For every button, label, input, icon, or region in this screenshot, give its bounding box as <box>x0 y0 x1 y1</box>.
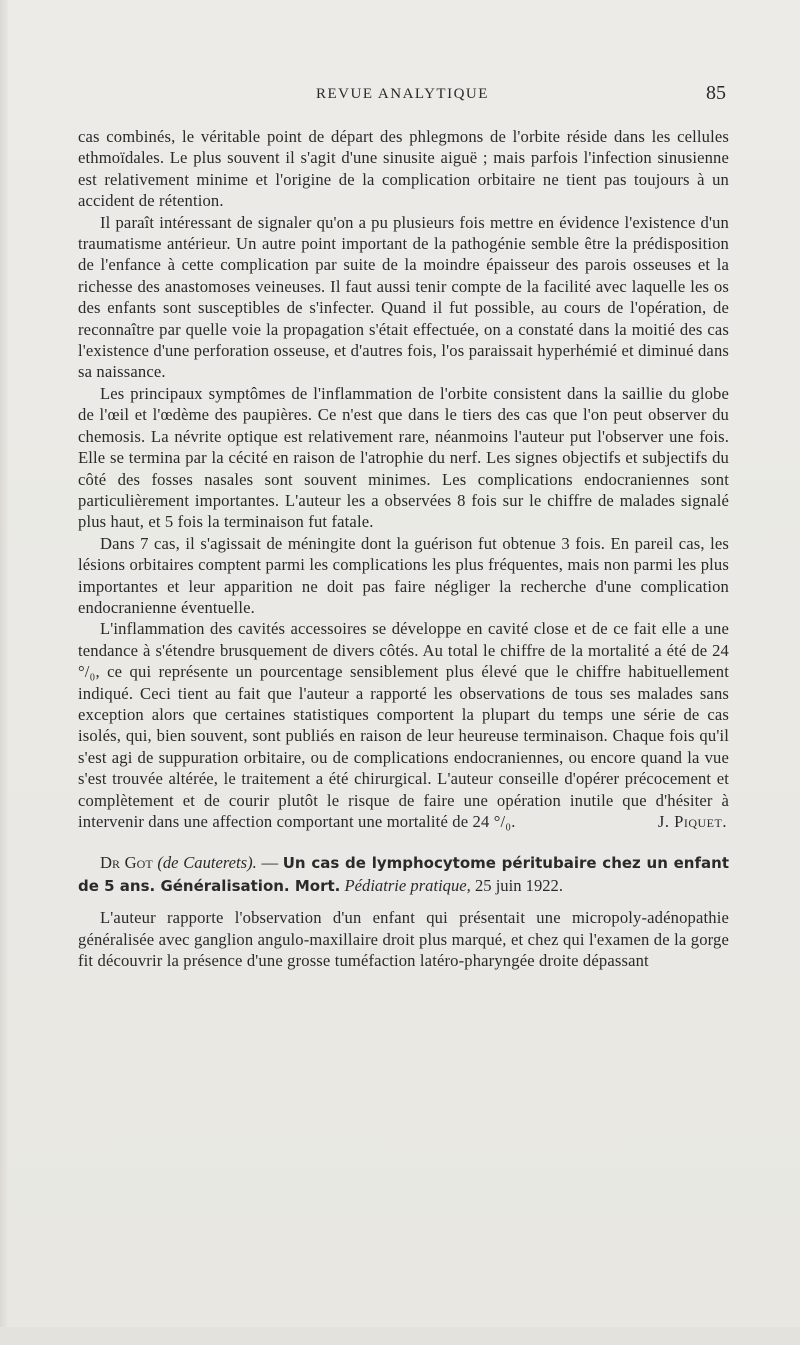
review-journal: Pédiatrie pratique, <box>344 875 471 895</box>
page-bottom-margin <box>0 1327 800 1345</box>
review-date: 25 juin 1922. <box>474 875 563 895</box>
review-author: Dr Got <box>100 853 153 873</box>
signature-name: J. Piquet. <box>657 812 727 832</box>
review-title: Un cas de lymphocytome péritubaire chez un enfant de 5 ans. Généralisation. Mort. <box>78 854 729 895</box>
paragraph-2: Il paraît intéressant de signaler qu'on a pu plusieurs fois mettre en évidence l'existence d'un traumatisme antérieur. Un autre point important de la pathogénie semble être la prédisposition de l'enfance à cette complication par suite de la moindre épaisseur des parois osseuses et la richesse des anastomoses veineuses. Il faut aussi tenir compte de la facilité avec laquelle les os des enfants sont susceptibles de s'infecter. Quand il fut possible, au cours de l'opération, de reconnaître par quelle voie la propagation s'était effectuée, on a constaté dans la moitié des cas l'existence d'une perforation osseuse, et d'autres fois, l'os paraissait hyperhémié et diminué dans sa naissance. <box>78 212 729 382</box>
article-body <box>78 126 729 971</box>
review-citation <box>78 852 729 897</box>
page-number: 85 <box>706 82 726 104</box>
paragraph-5: L'inflammation des cavités accessoires se développe en cavité close et de ce fait elle a une tendance à s'étendre brusquement de divers côtés. Au total le chiffre de la mortalité a été de 24 °/₀, ce qui représente un pourcentage sensiblement plus élevé que le chiffre habituellement indiqué. Ceci tient au fait que l'auteur a rapporté les observations de tous ses malades sans exception alors que certaines statistiques comportent la plupart du temps une série de cas isolés, qui, bien souvent, sont publiés en raison de leur heureuse terminaison. Chaque fois qu'il s'est agi de suppuration orbitaire, ou de complications endocraniennes, ou encore quand la vue s'est trouvée altérée, le traitement a été chirurgical. L'auteur conseille d'opérer précocement et complètement et de courir plutôt le risque de faire une opération inutile que d'hésiter à intervenir dans une affection comportant une mortalité de 24 °/₀. <box>78 619 729 831</box>
paragraph-1: cas combinés, le véritable point de départ des phlegmons de l'orbite réside dans les cellules ethmoïdales. Le plus souvent il s'agit d'une sinusite aiguë ; mais parfois l'infection sinusienne est relativement minime et l'origine de la complication orbitaire ne tient pas toujours à un accident de rétention. <box>78 127 729 211</box>
review-abstract: L'auteur rapporte l'observation d'un enfant qui présentait une micropoly-adénopathie généralisée avec ganglion angulo-maxillaire droit plus marqué, et chez qui l'examen de la gorge fit découvrir la présence d'une grosse tuméfaction latéro-pharyngée droite dépassant <box>78 908 729 971</box>
running-head: REVUE ANALYTIQUE <box>316 86 489 102</box>
page-header <box>0 82 800 106</box>
review-entry <box>78 852 729 971</box>
paragraph-3: Les principaux symptômes de l'inflammation de l'orbite consistent dans la saillie du globe de l'œil et l'œdème des paupières. Ce n'est que dans le tiers des cas que l'on peut observer du chemosis. La névrite optique est relativement rare, néanmoins l'auteur put l'observer une fois. Elle se termina par la cécité en raison de l'atrophie du nerf. Les signes objectifs et subjectifs du côté des fosses nasales sont souvent minimes. Les complications endocraniennes sont particulièrement importantes. L'auteur les a observées 8 fois sur le chiffre de malades signalé plus haut, et 5 fois la terminaison fut fatale. <box>78 383 729 532</box>
review-dash: — <box>256 853 283 873</box>
scan-edge-shadow <box>0 0 8 1345</box>
paragraph-4: Dans 7 cas, il s'agissait de méningite dont la guérison fut obtenue 3 fois. En pareil cas, les lésions orbitaires comptent parmi les complications les plus fréquentes, mais non parmi les plus importantes et leur apparition ne doit pas faire négliger la recherche d'une complication endocranienne éventuelle. <box>78 533 729 617</box>
review-affiliation: (de Cauterets). <box>157 853 257 873</box>
